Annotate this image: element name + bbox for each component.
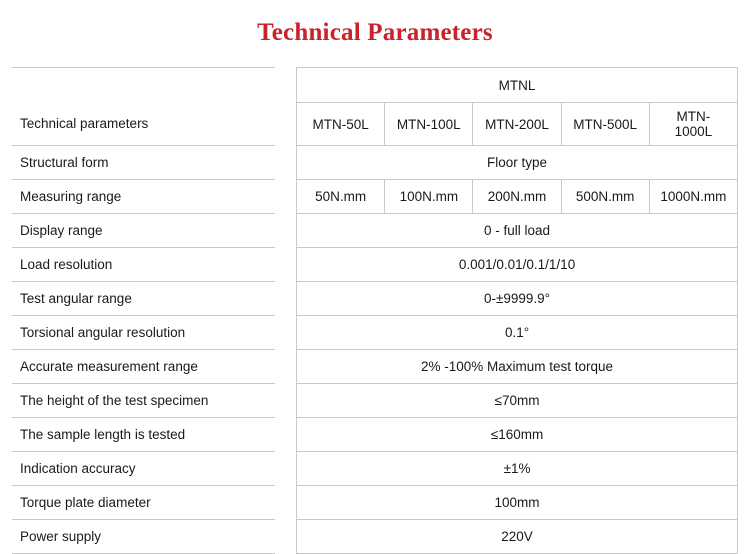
row-value-4: 500N.mm bbox=[561, 180, 649, 214]
row-value-1: 50N.mm bbox=[297, 180, 385, 214]
page-title: Technical Parameters bbox=[257, 19, 493, 46]
table-row bbox=[12, 180, 738, 214]
table-row bbox=[12, 146, 738, 180]
table-row bbox=[12, 282, 738, 316]
table-row-series bbox=[12, 68, 738, 103]
table-row bbox=[12, 418, 738, 452]
table-row bbox=[12, 248, 738, 282]
row-label: The sample length is tested bbox=[12, 418, 275, 452]
column-spacer bbox=[275, 214, 297, 248]
row-label: Accurate measurement range bbox=[12, 350, 275, 384]
technical-parameters-table bbox=[12, 67, 738, 554]
row-value: Floor type bbox=[297, 146, 738, 180]
label-header-cell: Technical parameters bbox=[12, 103, 275, 146]
table-row-models bbox=[12, 103, 738, 146]
model-cell-4: MTN-500L bbox=[561, 103, 649, 146]
column-spacer bbox=[275, 316, 297, 350]
model-cell-5: MTN-1000L bbox=[649, 103, 737, 146]
column-spacer bbox=[275, 452, 297, 486]
series-name-cell: MTNL bbox=[297, 68, 738, 103]
row-label: Indication accuracy bbox=[12, 452, 275, 486]
row-value: 220V bbox=[297, 520, 738, 554]
row-label: Structural form bbox=[12, 146, 275, 180]
model-cell-2: MTN-100L bbox=[385, 103, 473, 146]
table-row bbox=[12, 214, 738, 248]
series-label-blank bbox=[12, 68, 275, 103]
column-spacer bbox=[275, 248, 297, 282]
column-spacer bbox=[275, 350, 297, 384]
row-value: 100mm bbox=[297, 486, 738, 520]
table-row bbox=[12, 316, 738, 350]
table-row bbox=[12, 520, 738, 554]
row-value-2: 100N.mm bbox=[385, 180, 473, 214]
row-value: 2% -100% Maximum test torque bbox=[297, 350, 738, 384]
model-cell-1: MTN-50L bbox=[297, 103, 385, 146]
table-row bbox=[12, 384, 738, 418]
column-spacer bbox=[275, 103, 297, 146]
row-value: ≤160mm bbox=[297, 418, 738, 452]
row-value-5: 1000N.mm bbox=[649, 180, 737, 214]
column-spacer bbox=[275, 486, 297, 520]
row-value: ±1% bbox=[297, 452, 738, 486]
column-spacer bbox=[275, 180, 297, 214]
column-spacer bbox=[275, 282, 297, 316]
row-label: Measuring range bbox=[12, 180, 275, 214]
model-cell-3: MTN-200L bbox=[473, 103, 561, 146]
row-label: Power supply bbox=[12, 520, 275, 554]
row-value-3: 200N.mm bbox=[473, 180, 561, 214]
table-row bbox=[12, 350, 738, 384]
row-value: 0.1° bbox=[297, 316, 738, 350]
row-value: 0 - full load bbox=[297, 214, 738, 248]
table-row bbox=[12, 486, 738, 520]
row-label: Display range bbox=[12, 214, 275, 248]
technical-parameters-table-wrapper bbox=[0, 67, 750, 554]
row-value: 0-±9999.9° bbox=[297, 282, 738, 316]
column-spacer bbox=[275, 418, 297, 452]
row-label: Torsional angular resolution bbox=[12, 316, 275, 350]
row-label: The height of the test specimen bbox=[12, 384, 275, 418]
column-spacer bbox=[275, 520, 297, 554]
table-row bbox=[12, 452, 738, 486]
column-spacer bbox=[275, 68, 297, 103]
row-value: ≤70mm bbox=[297, 384, 738, 418]
row-label: Torque plate diameter bbox=[12, 486, 275, 520]
column-spacer bbox=[275, 384, 297, 418]
row-value: 0.001/0.01/0.1/1/10 bbox=[297, 248, 738, 282]
row-label: Load resolution bbox=[12, 248, 275, 282]
column-spacer bbox=[275, 146, 297, 180]
row-label: Test angular range bbox=[12, 282, 275, 316]
